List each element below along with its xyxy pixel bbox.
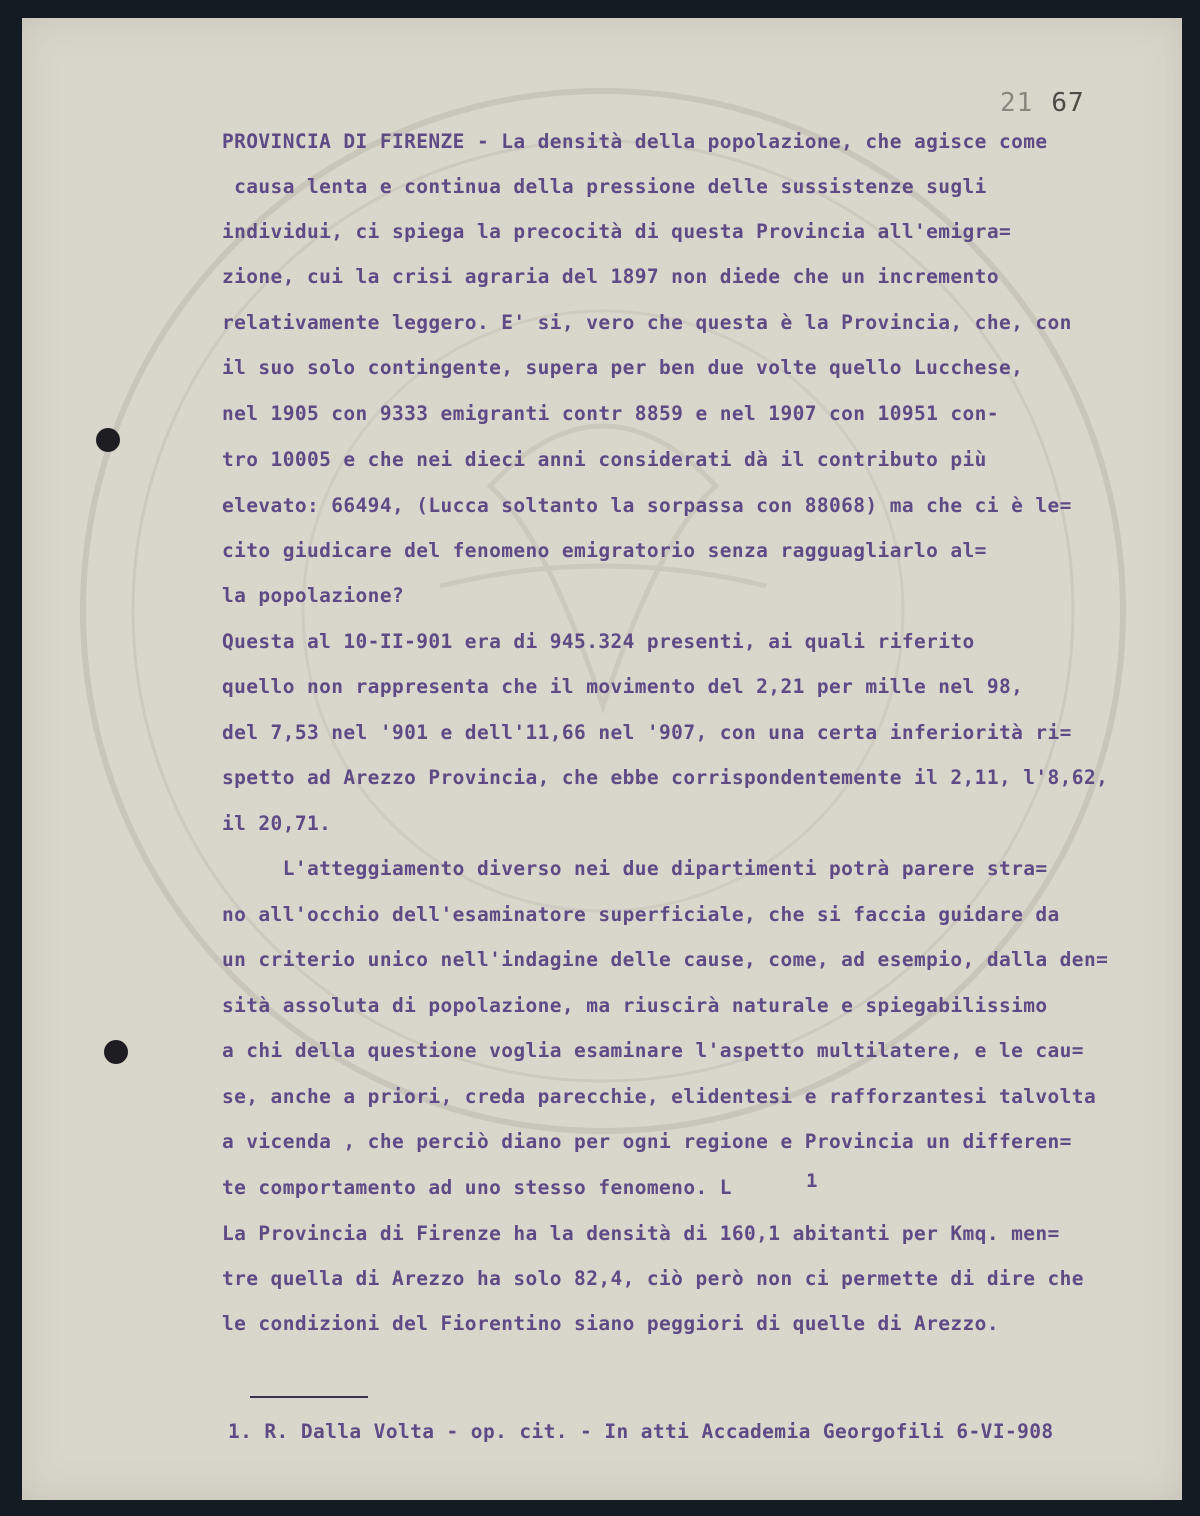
text-line: elevato: 66494, (Lucca soltanto la sorpassa con 88068) ma che ci è le= xyxy=(222,494,1072,517)
footnote-text: 1. R. Dalla Volta - op. cit. - In atti Accademia Georgofili 6-VI-908 xyxy=(228,1420,1054,1443)
text-line: causa lenta e continua della pressione delle sussistenze sugli xyxy=(222,175,987,198)
text-line: a vicenda , che perciò diano per ogni regione e Provincia un differen= xyxy=(222,1130,1072,1153)
punch-hole-top xyxy=(96,428,120,452)
text-line: le condizioni del Fiorentino siano peggiori di quelle di Arezzo. xyxy=(222,1312,999,1335)
text-line: te comportamento ad uno stesso fenomeno. L xyxy=(222,1176,732,1199)
text-line: zione, cui la crisi agraria del 1897 non diede che un incremento xyxy=(222,265,999,288)
text-line: un criterio unico nell'indagine delle cause, come, ad esempio, dalla den= xyxy=(222,948,1109,971)
footnote-marker: 1 xyxy=(806,1170,818,1192)
text-line: PROVINCIA DI FIRENZE - La densità della popolazione, che agisce come xyxy=(222,130,1048,153)
text-line: a chi della questione voglia esaminare l'aspetto multilatere, e le cau= xyxy=(222,1039,1084,1062)
text-line: se, anche a priori, creda parecchie, elidentesi e rafforzantesi talvolta xyxy=(222,1085,1097,1108)
text-line: cito giudicare del fenomeno emigratorio senza ragguagliarlo al= xyxy=(222,539,987,562)
text-line: tre quella di Arezzo ha solo 82,4, ciò però non ci permette di dire che xyxy=(222,1267,1084,1290)
text-line: L'atteggiamento diverso nei due dipartimenti potrà parere stra= xyxy=(222,857,1048,880)
page-number-prefix: 21 xyxy=(1000,88,1034,118)
text-line: Questa al 10-II-901 era di 945.324 presenti, ai quali riferito xyxy=(222,630,975,653)
text-line: la popolazione? xyxy=(222,584,405,607)
footnote-divider xyxy=(250,1396,368,1398)
text-line: relativamente leggero. E' si, vero che questa è la Provincia, che, con xyxy=(222,311,1072,334)
text-line: il 20,71. xyxy=(222,812,332,835)
page-number-value: 67 xyxy=(1051,88,1085,118)
text-line: sità assoluta di popolazione, ma riuscirà naturale e spiegabilissimo xyxy=(222,994,1048,1017)
text-line: quello non rappresenta che il movimento del 2,21 per mille nel 98, xyxy=(222,675,1024,698)
text-line: individui, ci spiega la precocità di questa Provincia all'emigra= xyxy=(222,220,1012,243)
page-number xyxy=(1000,88,1085,118)
text-line: no all'occhio dell'esaminatore superficiale, che si faccia guidare da xyxy=(222,903,1060,926)
text-line: del 7,53 nel '901 e dell'11,66 nel '907, con una certa inferiorità ri= xyxy=(222,721,1072,744)
text-line: tro 10005 e che nei dieci anni considerati dà il contributo più xyxy=(222,448,987,471)
punch-hole-bottom xyxy=(104,1040,128,1064)
text-line: il suo solo contingente, supera per ben due volte quello Lucchese, xyxy=(222,356,1024,379)
text-line: La Provincia di Firenze ha la densità di 160,1 abitanti per Kmq. men= xyxy=(222,1222,1060,1245)
text-line: nel 1905 con 9333 emigranti contr 8859 e nel 1907 con 10951 con- xyxy=(222,402,999,425)
document-page xyxy=(22,18,1182,1500)
text-line: spetto ad Arezzo Provincia, che ebbe corrispondentemente il 2,11, l'8,62, xyxy=(222,766,1109,789)
